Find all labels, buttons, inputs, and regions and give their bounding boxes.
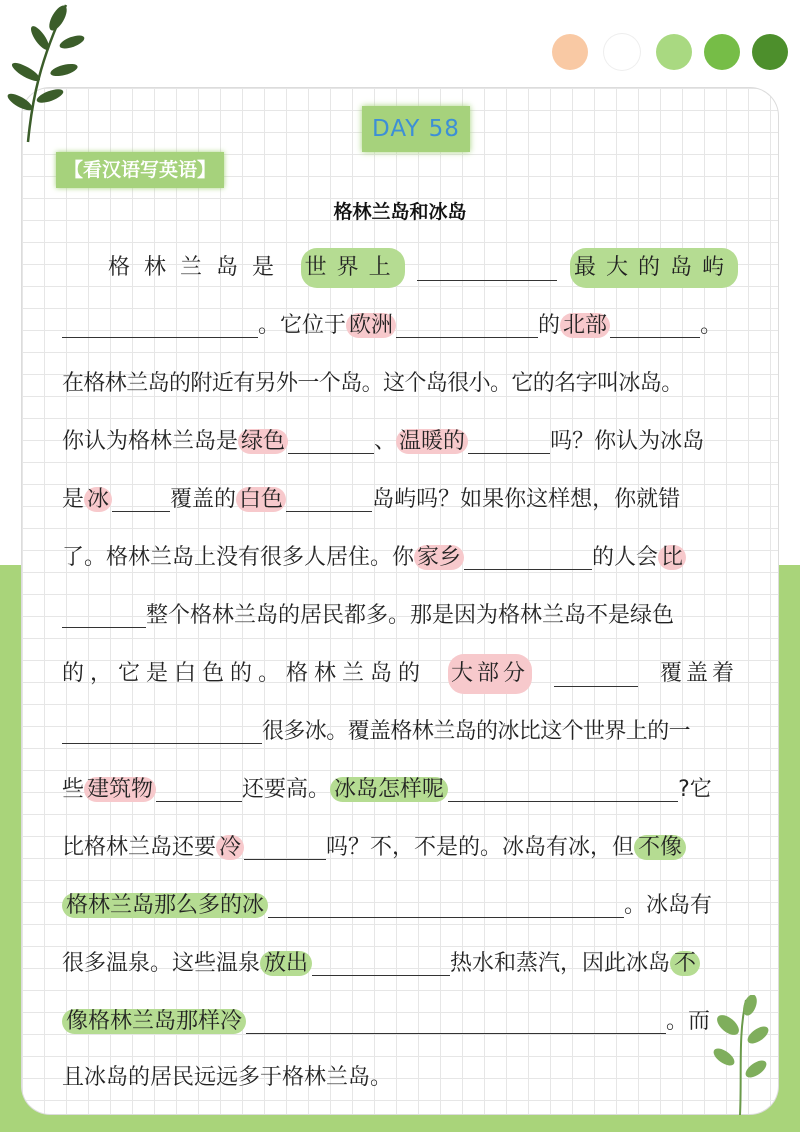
passage-line: 了。格林兰岛上没有很多人居住。你 家乡 的人会 比 (62, 538, 738, 578)
section-tag: 【看汉语写英语】 (56, 152, 224, 188)
dot-dark-green (752, 34, 788, 70)
answer-blank[interactable] (62, 313, 258, 338)
answer-blank[interactable] (610, 313, 700, 338)
answer-blank[interactable] (312, 951, 450, 976)
answer-blank[interactable] (288, 429, 374, 454)
passage-line: 像格林兰岛那样冷 。而 (62, 1002, 738, 1042)
dot-green (704, 34, 740, 70)
passage-line: 的，它是白色的。格林兰岛的 大部分 覆盖着 (62, 654, 738, 694)
leaf-branch-icon (6, 0, 86, 145)
passage-line: 很多温泉。这些温泉 放出 热水和蒸汽，因此冰岛 不 (62, 944, 738, 984)
answer-blank[interactable] (156, 777, 242, 802)
answer-blank[interactable] (286, 487, 372, 512)
passage-title: 格林兰岛和冰岛 (333, 201, 467, 223)
answer-blank[interactable] (244, 835, 326, 860)
dot-white (604, 34, 640, 70)
dot-light-green (656, 34, 692, 70)
answer-blank[interactable] (464, 545, 592, 570)
passage-line: 且冰岛的居民远远多于格林兰岛。 (62, 1065, 393, 1090)
answer-blank[interactable] (448, 777, 678, 802)
passage-line: 。它位于 欧洲 的 北部 。 (62, 306, 738, 346)
answer-blank[interactable] (468, 429, 550, 454)
passage-line: 是 冰 覆盖的 白色 岛屿吗？如果你这样想，你就错 (62, 487, 681, 512)
passage-line: 整个格林兰岛的居民都多。那是因为格林兰岛不是绿色 (62, 596, 738, 636)
passage-line: 些 建筑物 还要高。 冰岛怎样呢 ?它 (62, 777, 712, 802)
passage-line: 格林兰岛那么多的冰 。冰岛有 (62, 886, 738, 926)
day-label: DAY 58 (362, 106, 470, 152)
answer-blank[interactable] (268, 893, 624, 918)
answer-blank[interactable] (396, 313, 538, 338)
passage-line: 比格林兰岛还要 冷 吗？不，不是的。冰岛有冰，但 不像 (62, 828, 738, 868)
dot-peach (552, 34, 588, 70)
answer-blank[interactable] (112, 487, 170, 512)
passage-line: 你认为格林兰岛是 绿色 、 温暖的 吗？你认为冰岛 (62, 429, 705, 454)
answer-blank[interactable] (62, 603, 146, 628)
answer-blank[interactable] (62, 719, 262, 744)
passage-line: 在格林兰岛的附近有另外一个岛。这个岛很小。它的名字叫冰岛。 (62, 371, 683, 396)
passage-line: 格林兰岛是 世界上 最大的岛屿 (62, 248, 738, 288)
passage-line: 很多冰。覆盖格林兰岛的冰比这个世界上的一 (62, 712, 738, 752)
answer-blank[interactable] (417, 256, 557, 281)
answer-blank[interactable] (554, 662, 638, 687)
answer-blank[interactable] (246, 1009, 666, 1034)
